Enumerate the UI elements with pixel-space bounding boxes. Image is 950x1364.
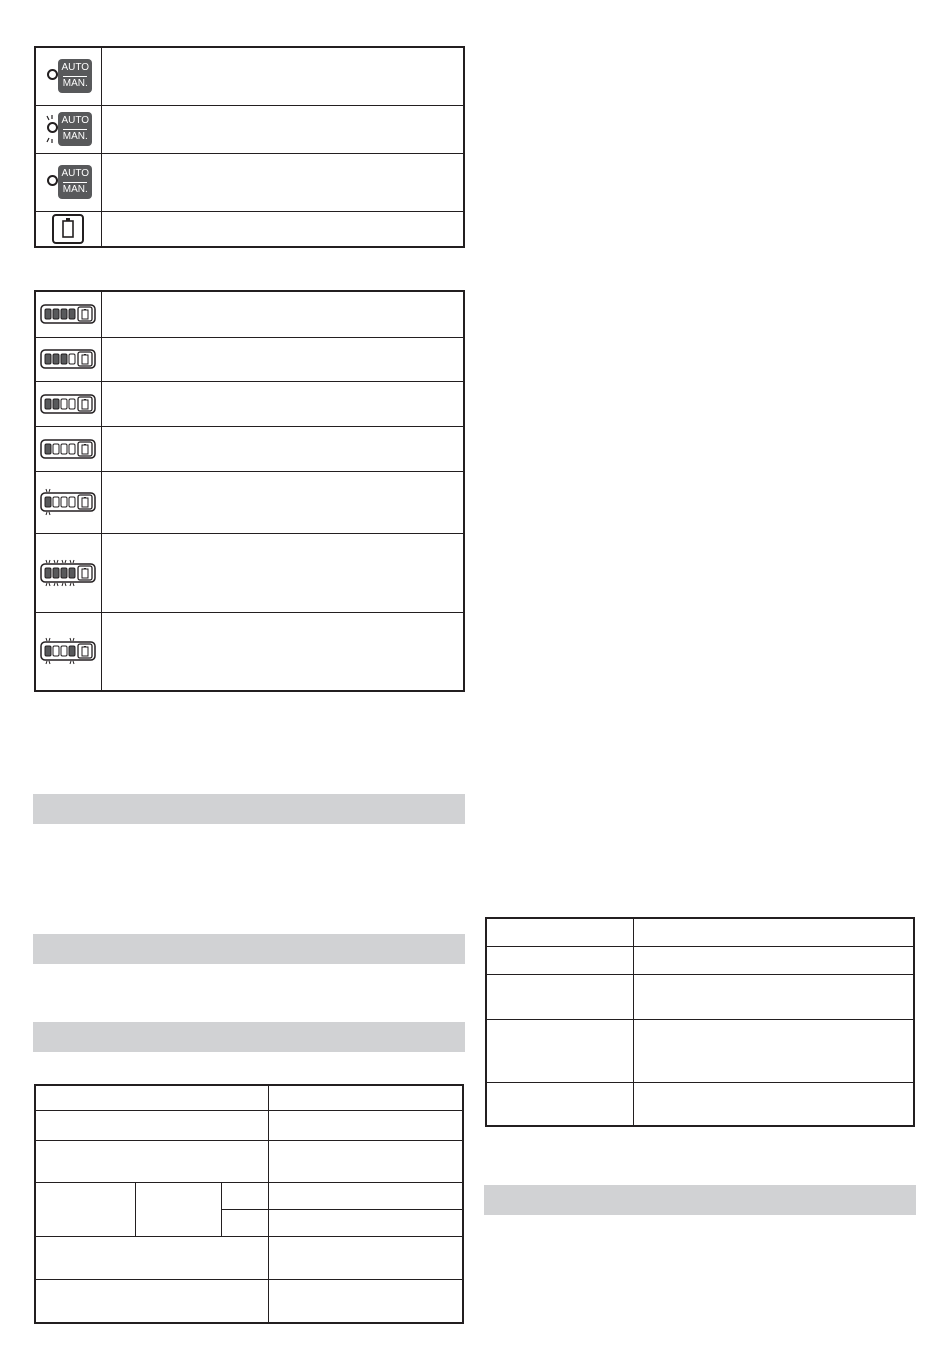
table-cell [221,1209,268,1236]
table-cell [35,1140,268,1182]
table-row [35,1110,463,1140]
table-cell [35,1236,268,1279]
charge-level-description [101,381,464,426]
table-cell [633,1019,914,1082]
table-cell [486,974,633,1019]
charge-level-all-blinking-icon [40,559,96,587]
indicator-description [101,153,464,211]
table-cell [268,1085,463,1110]
table-row [486,1019,914,1082]
charge-level-table [34,290,465,692]
section-heading-bar [33,934,465,964]
table-cell [633,946,914,974]
section-heading-bar [33,1022,465,1052]
section-heading-bar [484,1185,916,1215]
auto-man-led-off-icon: AUTO MAN. [38,163,98,201]
indicator-description [101,47,464,105]
indicator-description [101,211,464,247]
table-row [35,1140,463,1182]
indicator-row [35,153,464,211]
specifications-table [34,1084,464,1324]
table-cell [35,1182,135,1236]
charge-level-row [35,337,464,381]
auto-man-led-off-icon [38,57,98,95]
charge-level-description [101,612,464,691]
charge-level-description [101,337,464,381]
table-row [486,946,914,974]
charge-level-description [101,426,464,471]
table-cell [268,1110,463,1140]
table-cell [268,1279,463,1323]
charge-level-row [35,612,464,691]
table-row [35,1236,463,1279]
table-cell [633,918,914,946]
charge-level-alternating-blink-icon [40,637,96,665]
charge-level-3-icon [40,349,96,369]
table-row [35,1279,463,1323]
table-cell [221,1182,268,1209]
table-cell [35,1279,268,1323]
charge-level-row [35,291,464,337]
table-cell [35,1110,268,1140]
table-cell [268,1236,463,1279]
table-row [35,1085,463,1110]
table-cell [486,918,633,946]
table-cell [268,1209,463,1236]
table-row [486,918,914,946]
auto-man-led-blinking-icon: AUTO MAN. [38,110,98,148]
table-cell [486,1019,633,1082]
table-row [35,1182,463,1209]
table-cell [268,1140,463,1182]
charge-level-2-icon [40,394,96,414]
table-cell [633,974,914,1019]
indicator-row [35,47,464,105]
charge-level-4-icon [40,304,96,324]
section-heading-bar [33,794,465,824]
charge-level-description [101,533,464,612]
charge-level-row [35,533,464,612]
charge-level-1-icon [40,439,96,459]
table-cell [135,1182,221,1236]
indicator-row [35,105,464,153]
charge-level-row [35,426,464,471]
auto-label: AUTO [61,62,90,74]
man-label: MAN. [62,78,88,90]
troubleshooting-table [485,917,915,1127]
charge-level-row [35,381,464,426]
indicator-row [35,211,464,247]
table-cell [35,1085,268,1110]
battery-icon [52,214,84,244]
table-cell [486,1082,633,1126]
table-cell [633,1082,914,1126]
table-cell [486,946,633,974]
table-cell [268,1182,463,1209]
table-row [486,974,914,1019]
table-row [486,1082,914,1126]
charge-level-description [101,471,464,533]
charge-level-1-blinking-icon [40,488,96,516]
indicator-description [101,105,464,153]
charge-level-description [101,291,464,337]
indicator-table [34,46,465,248]
charge-level-row [35,471,464,533]
